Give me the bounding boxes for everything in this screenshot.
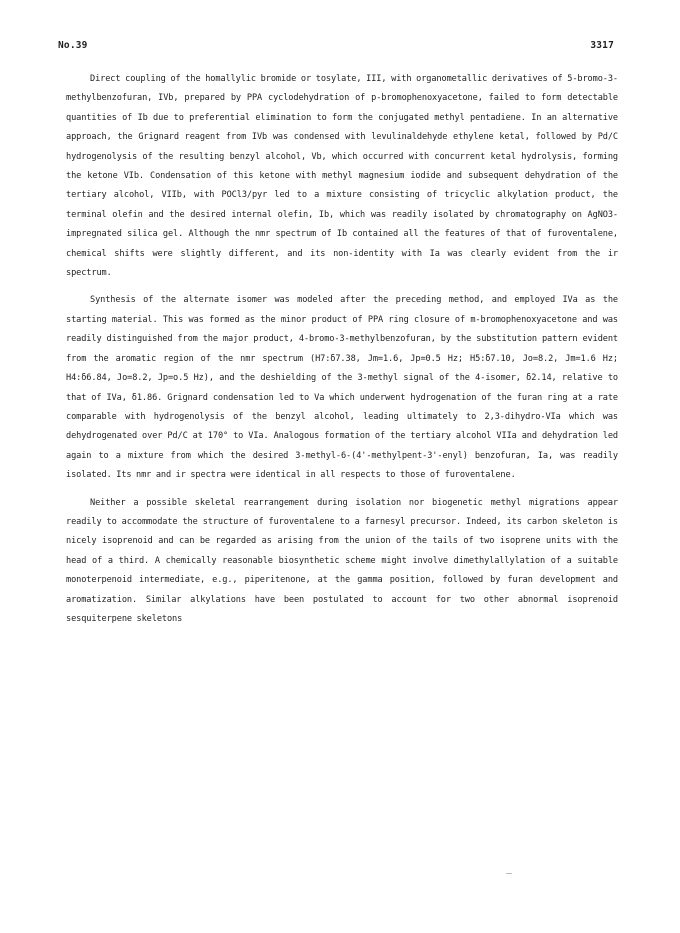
paragraph-biogenesis: Neither a possible skeletal rearrangement during isolation nor biogenetic methyl migrations appear readily to accommodate the structure of furoventalene to a farnesyl precursor. Indeed, its carbon skeleton is nicely isoprenoid and can be regarded as arising from the union of the tails of two isoprene units with the head of a third. A chemically reasonable biosynthetic scheme might involve dimethylallylation of a suitable monoterpenoid intermediate, e.g., piperitenone, at the gamma position, followed by furan development and aromatization. Similar alkylations have been postulated to account for two other abnormal isoprenoid sesquiterpene skeletons xyxy=(66,497,618,624)
article-body xyxy=(66,70,618,629)
scan-mark xyxy=(506,873,512,874)
page-header xyxy=(58,40,614,54)
page-number: 3317 xyxy=(590,40,614,51)
paragraph-alternate-isomer: Synthesis of the alternate isomer was modeled after the preceding method, and employed IVa as the starting material. This was formed as the minor product of PPA ring closure of m-bromophenoxyacetone and was readily distinguished from the major product, 4-bromo-3-methylbenzofuran, by the substitution pattern evident from the aromatic region of the nmr spectrum (H7:δ7.38, Jm=1.6, Jp=0.5 Hz; H5:δ7.10, Jo=8.2, Jm=1.6 Hz; H4:δ6.84, Jo=8.2, Jp=o.5 Hz), and the deshielding of the 3-methyl signal of the 4-isomer, δ2.14, relative to that of IVa, δ1.86. Grignard condensation led to Va which underwent hydrogenation of the furan ring at a rate comparable with hydrogenolysis of the benzyl alcohol, leading ultimately to 2,3-dihydro-VIa which was dehydrogenated over Pd/C at 170° to VIa. Analogous formation of the tertiary alcohol VIIa and dehydration led again to a mixture from which the desired 3-methyl-6-(4'-methylpent-3'-enyl) benzofuran, Ia, was readily isolated. Its nmr and ir spectra were identical in all respects to those of furoventalene. xyxy=(66,295,618,481)
paragraph-coupling: Direct coupling of the homallylic bromide or tosylate, III, with organometallic derivatives of 5-bromo-3-methylbenzofuran, IVb, prepared by PPA cyclodehydration of p-bromophenoxyacetone, failed to form detectable quantities of Ib due to preferential elimination to form the conjugated methyl pentadiene. In an alternative approach, the Grignard reagent from IVb was condensed with levulinaldehyde ethylene ketal, followed by Pd/C hydrogenolysis of the resulting benzyl alcohol, Vb, which occurred with concurrent ketal hydrolysis, forming the ketone VIb. Condensation of this ketone with methyl magnesium iodide and subsequent dehydration of the tertiary alcohol, VIIb, with POCl3/pyr led to a mixture consisting of tricyclic alkylation product, the terminal olefin and the desired internal olefin, Ib, which was readily isolated by chromatography on AgNO3-impregnated silica gel. Although the nmr spectrum of Ib contained all the features of that of furoventalene, chemical shifts were slightly different, and its non-identity with Ia was clearly evident from the ir spectrum. xyxy=(66,74,618,279)
journal-issue: No.39 xyxy=(58,40,88,51)
